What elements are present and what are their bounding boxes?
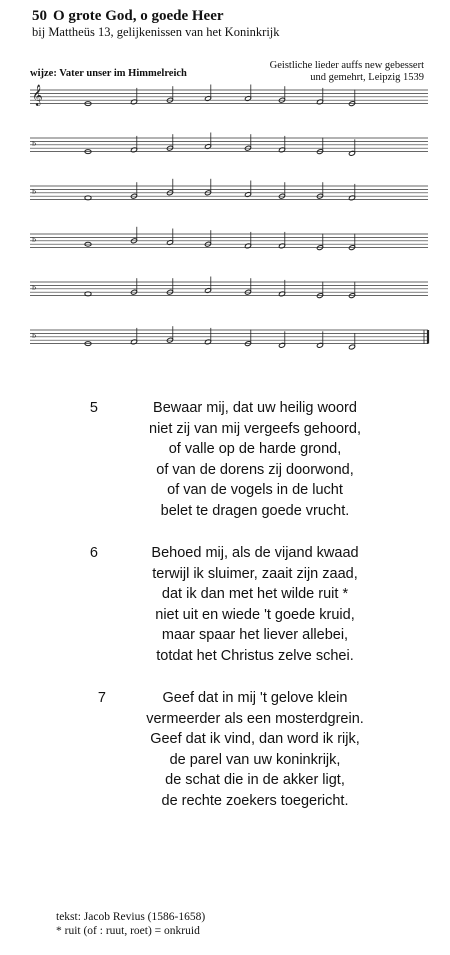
music-staves xyxy=(30,82,430,362)
footnote: * ruit (of : ruut, roet) = onkruid xyxy=(56,925,200,937)
clef-mark: ᵇ xyxy=(32,333,36,345)
verse-7 xyxy=(0,688,450,811)
footer-notes xyxy=(56,910,205,938)
verse-number: 7 xyxy=(97,690,106,706)
clef-mark: ᵇ xyxy=(32,285,36,297)
verse-line: Geef dat ik vind, dan word ik rijk, xyxy=(150,731,360,747)
hymn-number: 50 xyxy=(32,8,47,24)
tune-source xyxy=(270,60,424,84)
verse-line: of valle op de harde grond, xyxy=(168,441,342,457)
verse-line: maar spaar het liever allebei, xyxy=(161,627,349,643)
clef-mark: ᵇ xyxy=(32,237,36,249)
verses xyxy=(0,398,450,833)
clef-mark: 𝄞 xyxy=(32,85,43,107)
verse-line: de schat die in de akker ligt, xyxy=(165,772,345,788)
tune-source-line-1: Geistliche lieder auffs new gebessert xyxy=(269,60,424,71)
author-credit: tekst: Jacob Revius (1586-1658) xyxy=(56,911,206,923)
hymn-title-line xyxy=(32,8,280,25)
hymn-subtitle: bij Mattheüs 13, gelijkenissen van het Koninkrijk xyxy=(32,25,280,39)
verse-line: de rechte zoekers toegericht. xyxy=(161,792,349,809)
verse-number: 5 xyxy=(89,400,98,416)
hymn-title: O grote God, o goede Heer xyxy=(53,8,224,24)
clef-mark: ᵇ xyxy=(32,189,36,201)
verse-line: belet te dragen goede vrucht. xyxy=(160,502,350,519)
verse-line: Geef dat in mij 't gelove klein xyxy=(162,690,348,706)
hymn-header xyxy=(32,8,280,39)
verse-line: niet zij van mij vergeefs gehoord, xyxy=(149,420,361,437)
verse-5 xyxy=(0,398,450,521)
verse-6 xyxy=(0,543,450,666)
verse-line: vermeerder als een mosterdgrein. xyxy=(146,710,364,727)
verse-line: dat ik dan met het wilde ruit * xyxy=(161,586,349,602)
verse-line: of van de vogels in de lucht xyxy=(167,482,343,498)
verse-number: 6 xyxy=(89,545,98,561)
tune-label: wijze: Vater unser im Himmelreich xyxy=(30,68,187,79)
verse-line: terwijl ik sluimer, zaait zijn zaad, xyxy=(152,565,358,582)
clef-mark: ᵇ xyxy=(32,141,36,153)
verse-line: Bewaar mij, dat uw heilig woord xyxy=(153,400,357,416)
verse-line: niet uit en wiede 't goede kruid, xyxy=(155,606,355,623)
verse-line: totdat het Christus zelve schei. xyxy=(156,647,354,664)
music-notation xyxy=(30,82,430,362)
verse-line: Behoed mij, als de vijand kwaad xyxy=(151,545,359,561)
tune-source-line-2: und gemehrt, Leipzig 1539 xyxy=(310,72,424,83)
verse-line: of van de dorens zij doorwond, xyxy=(156,461,354,478)
verse-line: de parel van uw koninkrijk, xyxy=(169,751,341,768)
